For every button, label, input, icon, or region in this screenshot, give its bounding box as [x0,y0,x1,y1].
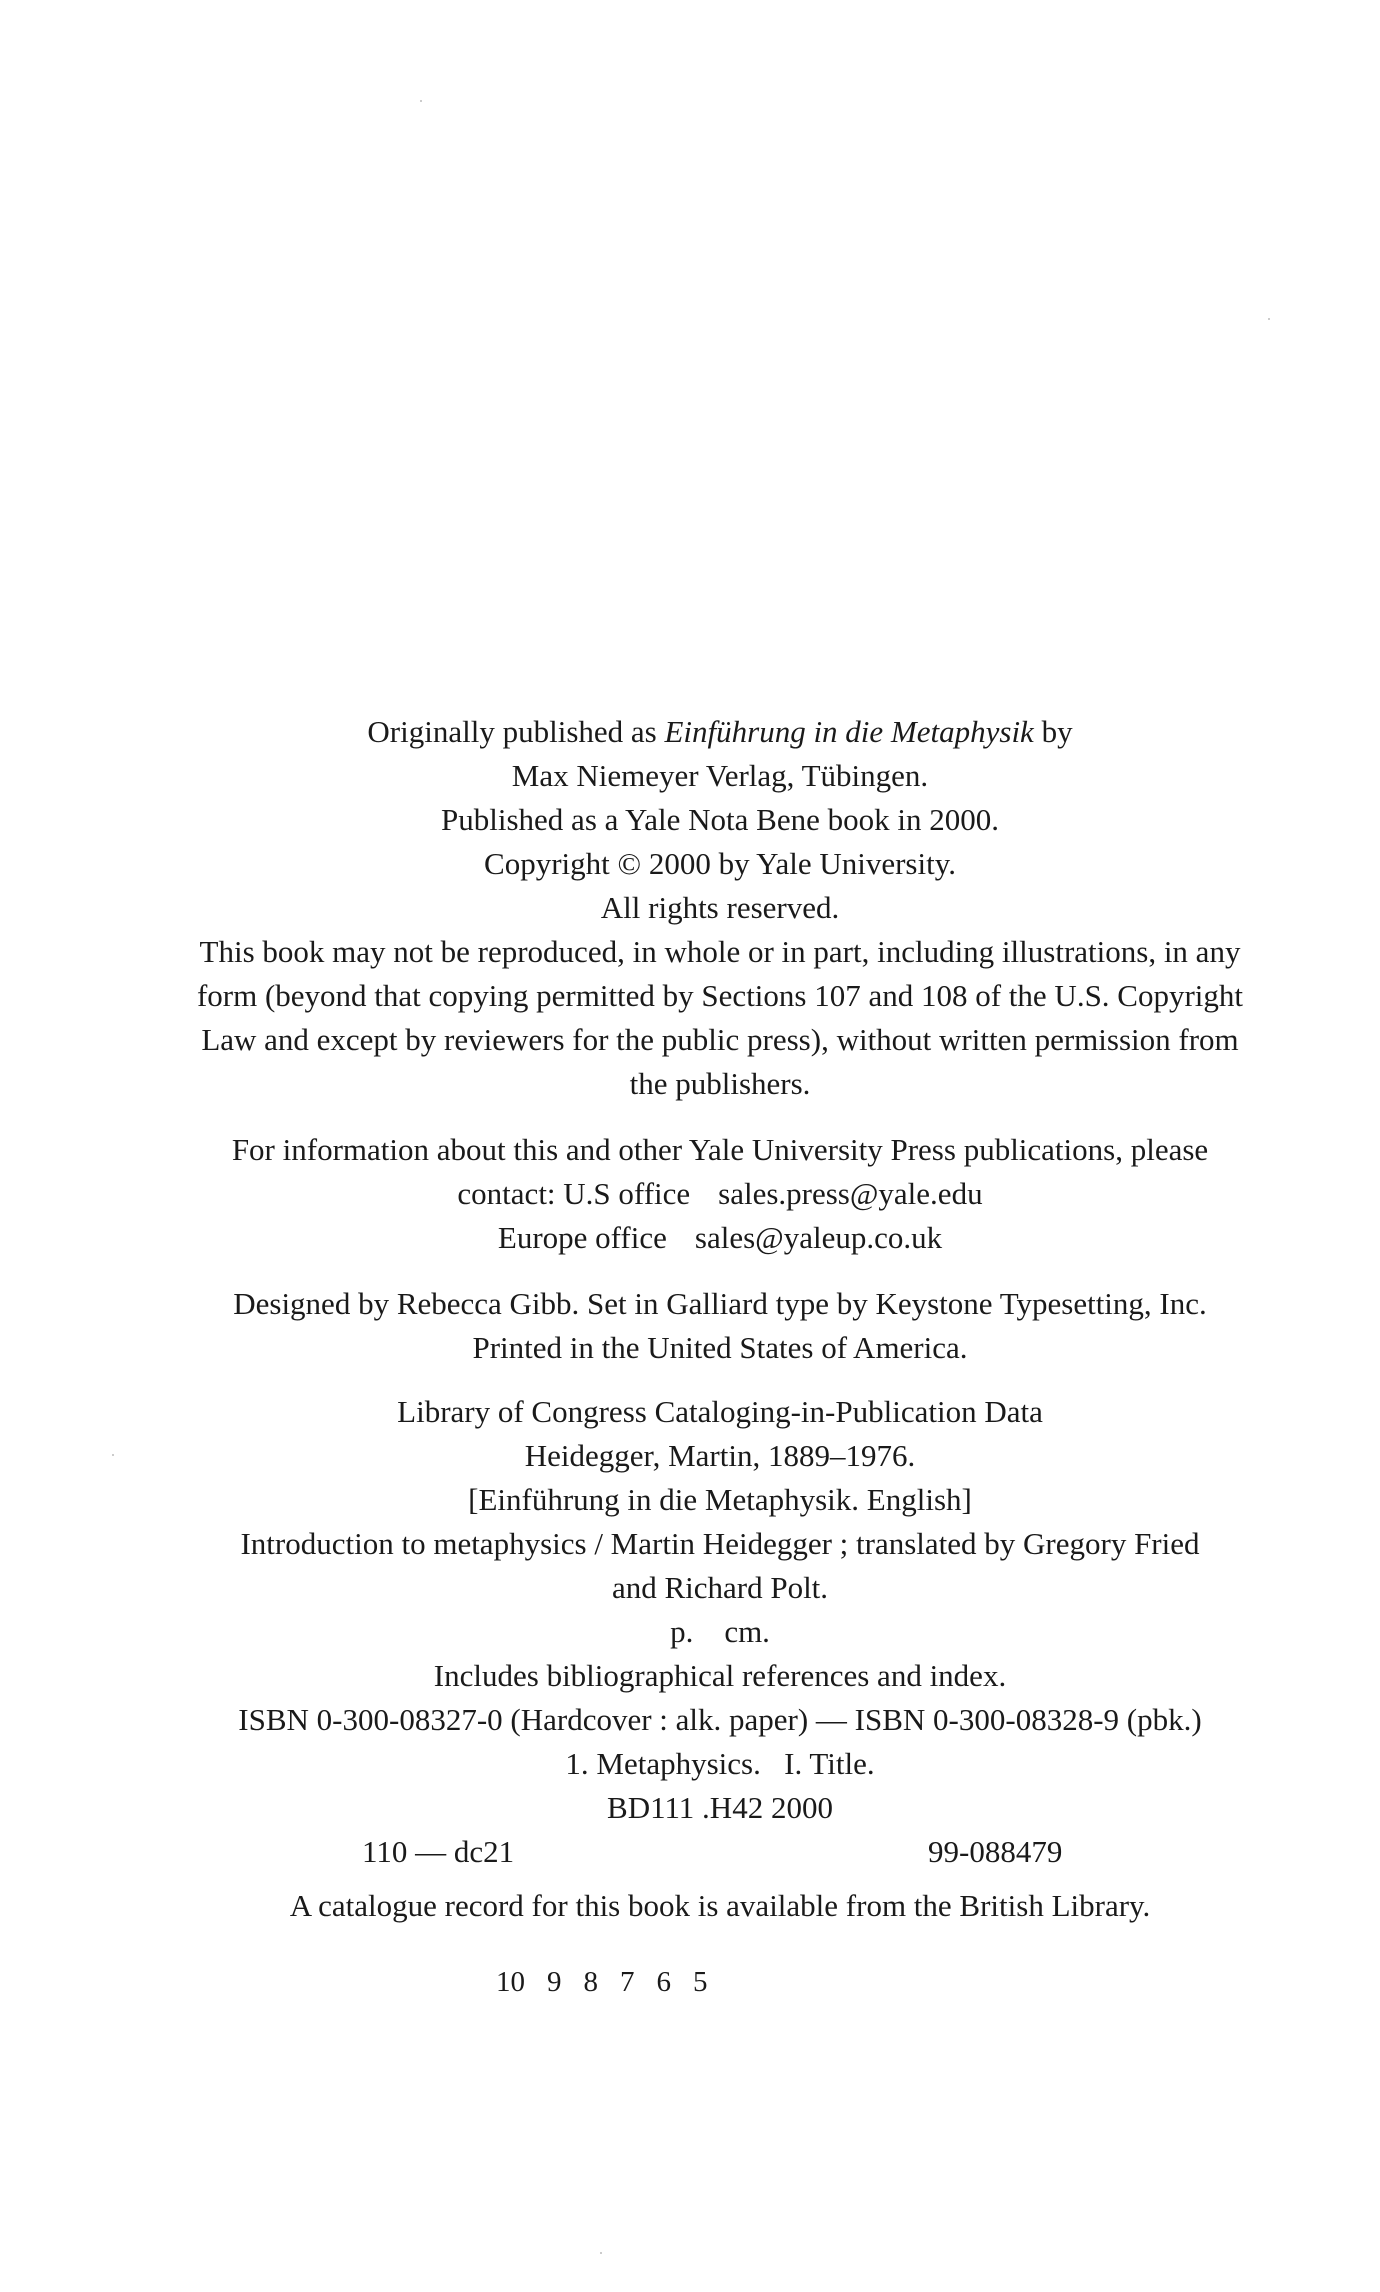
contact-intro: For information about this and other Yale University Press publications, please [231,1132,1209,1167]
contact-label: contact: [457,1176,556,1211]
cip-notes: Includes bibliographical references and index. [433,1658,1007,1693]
production-block [190,1282,1250,1370]
original-publisher: Max Niemeyer Verlag, Tübingen. [511,758,929,793]
us-email: sales.press@yale.edu [718,1176,983,1211]
origin-suffix: by [1033,714,1073,749]
europe-office-label: Europe office [497,1220,667,1255]
designer-line: Designed by Rebecca Gibb. Set in Galliard type by Keystone Typesetting, Inc. [233,1286,1207,1321]
us-office-line [190,1172,1250,1216]
cip-lccn: 99-088479 [928,1834,1063,1869]
printing-number: 5 [693,1966,708,1998]
scan-speck [1268,318,1270,320]
printing-number: 10 [496,1966,525,1998]
printing-line [496,1962,730,2002]
origin-line [190,710,1250,754]
cip-title-line-1: Introduction to metaphysics / Martin Heidegger ; translated by Gregory Fried [240,1526,1200,1561]
british-library-block [190,1884,1250,1928]
british-library-notice: A catalogue record for this book is available from the British Library. [289,1888,1151,1923]
german-title: Einführung in die Metaphysik [664,714,1034,749]
cip-author: Heidegger, Martin, 1889–1976. [524,1438,916,1473]
printing-number: 9 [547,1966,562,1998]
copyright-line: Copyright © 2000 by Yale University. [484,846,956,881]
cip-title-line-2: and Richard Polt. [611,1570,829,1605]
cip-subjects: 1. Metaphysics. I. Title. [565,1746,875,1781]
scan-speck [420,100,422,102]
cip-block [190,1390,1250,1874]
printing-number: 7 [620,1966,635,1998]
nota-bene-line: Published as a Yale Nota Bene book in 2000. [441,802,999,837]
us-office-label: U.S office [563,1176,691,1211]
scan-speck [112,1454,114,1456]
scan-speck [600,2252,602,2254]
reproduction-notice: This book may not be reproduced, in whole or in part, including illustrations, in any form (beyond that copying permitted by Sections 107 and 108 of the U.S. Copyright Law and except by reviewers for the public press), without written permission from the publishers. [196,934,1244,1101]
origin-block [190,710,1250,1106]
origin-prefix: Originally published as [367,714,665,749]
printing-number: 8 [583,1966,598,1998]
printing-number: 6 [656,1966,671,1998]
cip-dewey: 110 — dc21 [362,1834,515,1869]
europe-email: sales@yaleup.co.uk [694,1220,943,1255]
printed-line: Printed in the United States of America. [472,1330,968,1365]
cip-class-row [190,1830,1250,1874]
cip-pcm: p. cm. [670,1614,770,1649]
rights-line: All rights reserved. [600,890,840,925]
cip-call-number: BD111 .H42 2000 [607,1790,833,1825]
europe-office-line [190,1216,1250,1260]
contact-block [190,1128,1250,1260]
cip-heading: Library of Congress Cataloging-in-Publication Data [397,1394,1043,1429]
cip-uniform-title: [Einführung in die Metaphysik. English] [468,1482,972,1517]
cip-isbn: ISBN 0-300-08327-0 (Hardcover : alk. paper) — ISBN 0-300-08328-9 (pbk.) [238,1702,1202,1737]
